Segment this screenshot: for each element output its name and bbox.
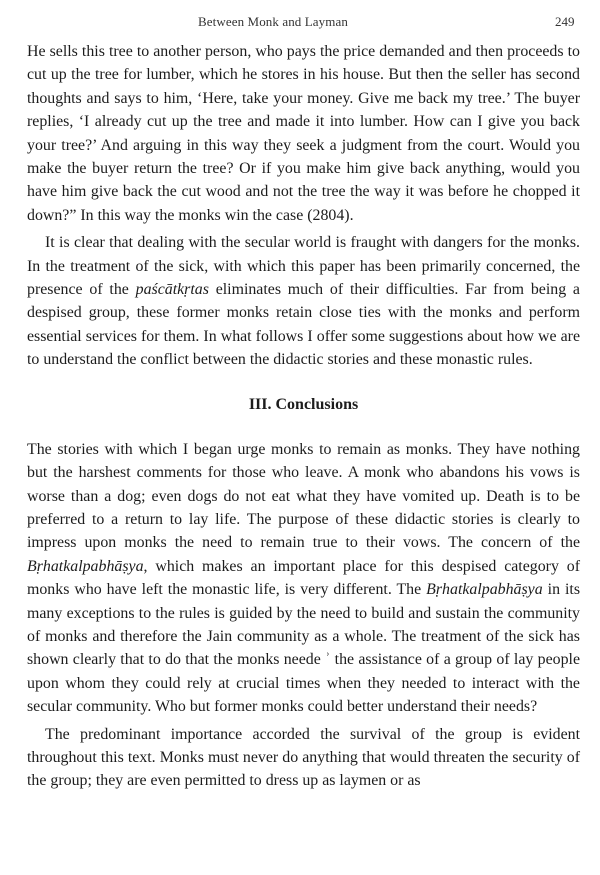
page-number: 249 [555,14,575,29]
paragraph-text: The predominant importance accorded the survival of the group is evident throughout this text. Monks must never do anything that would threaten the security of the group; they are even permitted to dress up as laymen or as [27,725,580,790]
paragraph-text: , which makes an important place for this despised category of monks who have left the monastic life, is very different. The [27,557,580,599]
running-title: Between Monk and Layman [198,14,348,29]
paragraph-1 [27,40,580,227]
paragraph-text: It is clear that dealing with the secular world is fraught with dangers for the monks. In the treatment of the sick, with which this paper has been primarily concerned, the presence of the [27,234,580,299]
italic-term: paścātkṛtas [135,281,209,299]
paragraph-4 [27,723,580,793]
paragraph-text: He sells this tree to another person, who pays the price demanded and then proceeds to cut up the tree for lumber, which he stores in his house. But then the seller has second thoughts and says to him, ‘Here, take your money. Give me back my tree.’ The buyer replies, ‘I already cut up the tree and made it into lumber. How can I give you back your tree?’ And arguing in this way they seek a judgment from the court. Would you make the buyer return the tree? Or if you make him give back anything, would you have him give back the cut wood and not the tree the way it was before he chopped it down?” In this way the monks win the case (2804). [27,43,580,224]
paragraph-text: eliminates much of their difficulties. Far from being a despised group, these former monks retain close ties with the monks and perform essential services for them. In what follows I offer some suggestions about how we are to understand the conflict between the didactic stories and these monastic rules. [27,281,580,369]
section-heading: III. Conclusions [248,395,359,413]
italic-term: Bṛhatkalpabhāṣya [426,581,543,599]
paragraph-3 [27,438,580,719]
page-body [27,40,580,793]
paragraph-2 [27,231,580,371]
paragraph-text: The stories with which I began urge monks to remain as monks. They have nothing but the harshest comments for those who leave. A monk who abandons his vows is worse than a dog; even dogs do not eat what they have vomited up. Death is to be preferred to a return to lay life. The purpose of these didactic stories is clearly to impress upon monks the need to remain true to their vows. The concern of the [27,440,580,552]
italic-term: Bṛhatkalpabhāṣya [27,557,144,575]
paragraph-text: in its many exceptions to the rules is guided by the need to build and sustain the community of monks and therefore the Jain community as a whole. The treatment of the sick has shown clearly that to do that the monks neede ʾ the assistance of a group of lay people upon whom they could rely at crucial times when they needed to interact with the secular community. Who but former monks could better understand their needs? [27,581,580,716]
running-head [0,14,600,34]
